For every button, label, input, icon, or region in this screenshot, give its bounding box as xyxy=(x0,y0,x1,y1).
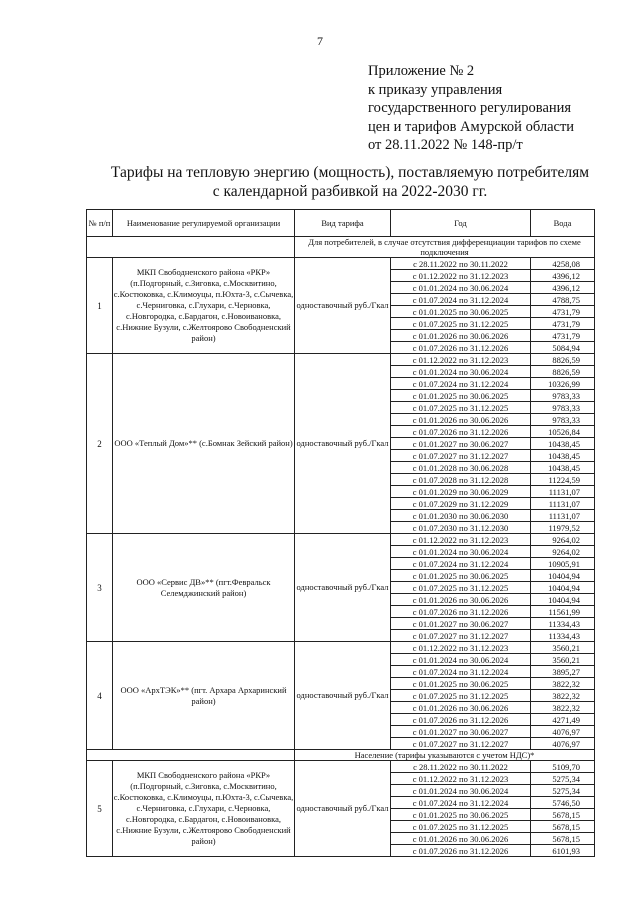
tariff-type: одноставочный руб./Гкал xyxy=(295,534,391,642)
tariff-value-cell: 11334,43 xyxy=(531,618,595,630)
tariff-value-cell: 4076,97 xyxy=(531,726,595,738)
period-cell: с 01.01.2024 по 30.06.2024 xyxy=(391,785,531,797)
tariff-value-cell: 3822,32 xyxy=(531,702,595,714)
period-cell: с 28.11.2022 по 30.11.2022 xyxy=(391,258,531,270)
organization-name: МКП Свободненского района «РКР» (п.Подгорный, с.Зиговка, с.Москвитино, с.Костюковка, с.Климоуцы, п.Юхта-3, с.Сычевка, с.Черниговка, с.Глухари, с.Черновка, с.Новгородка, с.Бардагон, с.Новоивановка, с.Нижние Бузули, с.Желтоярово Свободненский район) xyxy=(113,761,295,857)
tariff-type: одноставочный руб./Гкал xyxy=(295,642,391,750)
section-row xyxy=(87,750,595,761)
section-spacer xyxy=(87,750,295,761)
period-cell: с 01.01.2026 по 30.06.2026 xyxy=(391,702,531,714)
period-cell: с 01.12.2022 по 31.12.2023 xyxy=(391,642,531,654)
period-cell: с 01.07.2024 по 31.12.2024 xyxy=(391,797,531,809)
period-cell: с 01.07.2026 по 31.12.2026 xyxy=(391,714,531,726)
header-number: № п/п xyxy=(87,210,113,237)
tariff-value-cell: 4258,08 xyxy=(531,258,595,270)
tariff-value-cell: 3560,21 xyxy=(531,642,595,654)
period-cell: с 01.01.2026 по 30.06.2026 xyxy=(391,594,531,606)
tariff-value-cell: 4396,12 xyxy=(531,270,595,282)
tariff-value-cell: 5275,34 xyxy=(531,785,595,797)
header-tariff-type: Вид тарифа xyxy=(295,210,391,237)
period-cell: с 01.07.2026 по 31.12.2026 xyxy=(391,606,531,618)
tariff-value-cell: 8826,59 xyxy=(531,366,595,378)
tariff-value-cell: 9783,33 xyxy=(531,414,595,426)
table-row xyxy=(87,258,595,270)
period-cell: с 01.07.2027 по 31.12.2027 xyxy=(391,630,531,642)
period-cell: с 01.07.2028 по 31.12.2028 xyxy=(391,474,531,486)
title-line: Тарифы на тепловую энергию (мощность), поставляемую потребителям xyxy=(110,164,590,181)
tariff-value-cell: 3895,27 xyxy=(531,666,595,678)
tariff-value-cell: 10404,94 xyxy=(531,594,595,606)
period-cell: с 01.07.2024 по 31.12.2024 xyxy=(391,666,531,678)
tariff-value-cell: 10404,94 xyxy=(531,582,595,594)
table-row xyxy=(87,761,595,773)
period-cell: с 01.07.2029 по 31.12.2029 xyxy=(391,498,531,510)
tariff-value-cell: 5275,34 xyxy=(531,773,595,785)
tariff-value-cell: 11334,43 xyxy=(531,630,595,642)
period-cell: с 01.01.2024 по 30.06.2024 xyxy=(391,654,531,666)
tariff-value-cell: 4396,12 xyxy=(531,282,595,294)
tariff-type: одноставочный руб./Гкал xyxy=(295,761,391,857)
period-cell: с 01.01.2026 по 30.06.2026 xyxy=(391,330,531,342)
period-cell: с 01.07.2025 по 31.12.2025 xyxy=(391,690,531,702)
appendix-line: от 28.11.2022 № 148-пр/т xyxy=(368,137,523,153)
period-cell: с 01.07.2024 по 31.12.2024 xyxy=(391,558,531,570)
period-cell: с 01.07.2025 по 31.12.2025 xyxy=(391,402,531,414)
tariff-value-cell: 10905,91 xyxy=(531,558,595,570)
tariff-value-cell: 11131,07 xyxy=(531,498,595,510)
tariff-value-cell: 10438,45 xyxy=(531,450,595,462)
period-cell: с 01.07.2027 по 31.12.2027 xyxy=(391,738,531,750)
period-cell: с 01.12.2022 по 31.12.2023 xyxy=(391,773,531,785)
tariff-value-cell: 11561,99 xyxy=(531,606,595,618)
title-line: с календарной разбивкой на 2022-2030 гг. xyxy=(212,183,488,200)
period-cell: с 01.01.2024 по 30.06.2024 xyxy=(391,366,531,378)
tariff-value-cell: 9264,02 xyxy=(531,546,595,558)
tariff-table xyxy=(86,209,595,857)
organization-name: ООО «АрхТЭК»** (пгт. Архара Архаринский район) xyxy=(113,642,295,750)
tariff-value-cell: 6101,93 xyxy=(531,845,595,857)
table-row xyxy=(87,354,595,366)
row-number: 5 xyxy=(87,761,113,857)
tariff-value-cell: 10326,99 xyxy=(531,378,595,390)
tariff-value-cell: 4731,79 xyxy=(531,318,595,330)
tariff-value-cell: 11131,07 xyxy=(531,486,595,498)
tariff-type: одноставочный руб./Гкал xyxy=(295,258,391,354)
appendix-line: к приказу управления xyxy=(368,81,503,98)
period-cell: с 01.07.2024 по 31.12.2024 xyxy=(391,294,531,306)
tariff-value-cell: 5084,94 xyxy=(531,342,595,354)
row-number: 2 xyxy=(87,354,113,534)
table-header-row xyxy=(87,210,595,237)
tariff-value-cell: 4788,75 xyxy=(531,294,595,306)
period-cell: с 01.01.2025 по 30.06.2025 xyxy=(391,306,531,318)
tariff-value-cell: 5746,50 xyxy=(531,797,595,809)
tariff-value-cell: 4076,97 xyxy=(531,738,595,750)
period-cell: с 01.01.2025 по 30.06.2025 xyxy=(391,570,531,582)
tariff-value-cell: 9783,33 xyxy=(531,390,595,402)
period-cell: с 01.01.2024 по 30.06.2024 xyxy=(391,282,531,294)
tariff-value-cell: 3822,32 xyxy=(531,690,595,702)
row-number: 1 xyxy=(87,258,113,354)
period-cell: с 01.07.2026 по 31.12.2026 xyxy=(391,342,531,354)
tariff-value-cell: 10404,94 xyxy=(531,570,595,582)
period-cell: с 01.01.2025 по 30.06.2025 xyxy=(391,390,531,402)
tariff-value-cell: 11224,59 xyxy=(531,474,595,486)
period-cell: с 01.01.2025 по 30.06.2025 xyxy=(391,678,531,690)
period-cell: с 01.07.2030 по 31.12.2030 xyxy=(391,522,531,534)
tariff-type: одноставочный руб./Гкал xyxy=(295,354,391,534)
tariff-value-cell: 5678,15 xyxy=(531,833,595,845)
period-cell: с 01.01.2029 по 30.06.2029 xyxy=(391,486,531,498)
appendix-line: Приложение № 2 xyxy=(368,63,475,79)
period-cell: с 01.07.2026 по 31.12.2026 xyxy=(391,845,531,857)
header-period: Год xyxy=(391,210,531,237)
tariff-value-cell: 10526,84 xyxy=(531,426,595,438)
period-cell: с 01.12.2022 по 31.12.2023 xyxy=(391,534,531,546)
period-cell: с 01.07.2024 по 31.12.2024 xyxy=(391,378,531,390)
section-title: Для потребителей, в случае отсутствия дифференциации тарифов по схеме подключения xyxy=(295,237,595,258)
period-cell: с 01.01.2030 по 30.06.2030 xyxy=(391,510,531,522)
tariff-value-cell: 5109,70 xyxy=(531,761,595,773)
period-cell: с 01.07.2026 по 31.12.2026 xyxy=(391,426,531,438)
tariff-value-cell: 9264,02 xyxy=(531,534,595,546)
tariff-value-cell: 4731,79 xyxy=(531,330,595,342)
appendix-line: цен и тарифов Амурской области xyxy=(368,118,575,135)
period-cell: с 01.01.2026 по 30.06.2026 xyxy=(391,833,531,845)
section-spacer xyxy=(87,237,295,258)
tariff-value-cell: 3560,21 xyxy=(531,654,595,666)
period-cell: с 01.01.2026 по 30.06.2026 xyxy=(391,414,531,426)
period-cell: с 01.07.2027 по 31.12.2027 xyxy=(391,450,531,462)
period-cell: с 01.01.2024 по 30.06.2024 xyxy=(391,546,531,558)
tariff-value-cell: 10438,45 xyxy=(531,462,595,474)
period-cell: с 01.01.2025 по 30.06.2025 xyxy=(391,809,531,821)
table-body xyxy=(87,237,595,857)
header-water: Вода xyxy=(531,210,595,237)
period-cell: с 01.12.2022 по 31.12.2023 xyxy=(391,354,531,366)
tariff-value-cell: 4731,79 xyxy=(531,306,595,318)
tariff-value-cell: 11131,07 xyxy=(531,510,595,522)
organization-name: ООО «Теплый Дом»** (с.Бомнак Зейский район) xyxy=(113,354,295,534)
section-row xyxy=(87,237,595,258)
tariff-value-cell: 4271,49 xyxy=(531,714,595,726)
period-cell: с 01.01.2027 по 30.06.2027 xyxy=(391,726,531,738)
appendix-line: государственного регулирования xyxy=(368,100,572,116)
table-row xyxy=(87,642,595,654)
row-number: 4 xyxy=(87,642,113,750)
period-cell: с 01.01.2027 по 30.06.2027 xyxy=(391,618,531,630)
row-number: 3 xyxy=(87,534,113,642)
period-cell: с 01.07.2025 по 31.12.2025 xyxy=(391,318,531,330)
period-cell: с 01.12.2022 по 31.12.2023 xyxy=(391,270,531,282)
tariff-value-cell: 11979,52 xyxy=(531,522,595,534)
tariff-value-cell: 10438,45 xyxy=(531,438,595,450)
tariff-value-cell: 9783,33 xyxy=(531,402,595,414)
table-row xyxy=(87,534,595,546)
period-cell: с 01.01.2028 по 30.06.2028 xyxy=(391,462,531,474)
appendix-block xyxy=(368,62,574,155)
organization-name: ООО «Сервис ДВ»** (пгт.Февральск Селемджинский район) xyxy=(113,534,295,642)
tariff-value-cell: 3822,32 xyxy=(531,678,595,690)
document-title xyxy=(90,163,610,201)
period-cell: с 01.01.2027 по 30.06.2027 xyxy=(391,438,531,450)
period-cell: с 01.07.2025 по 31.12.2025 xyxy=(391,821,531,833)
organization-name: МКП Свободненского района «РКР» (п.Подгорный, с.Зиговка, с.Москвитино, с.Костюковка, с.Климоуцы, п.Юхта-3, с.Сычевка, с.Черниговка, с.Глухари, с.Черновка, с.Новгородка, с.Бардагон, с.Новоивановка, с.Нижние Бузули, с.Желтоярово Свободненский район) xyxy=(113,258,295,354)
header-organization: Наименование регулируемой организации xyxy=(113,210,295,237)
period-cell: с 01.07.2025 по 31.12.2025 xyxy=(391,582,531,594)
period-cell: с 28.11.2022 по 30.11.2022 xyxy=(391,761,531,773)
section-title: Население (тарифы указываются с учетом НДС)* xyxy=(295,750,595,761)
tariff-value-cell: 8826,59 xyxy=(531,354,595,366)
tariff-value-cell: 5678,15 xyxy=(531,821,595,833)
tariff-value-cell: 5678,15 xyxy=(531,809,595,821)
page-number: 7 xyxy=(317,34,323,48)
